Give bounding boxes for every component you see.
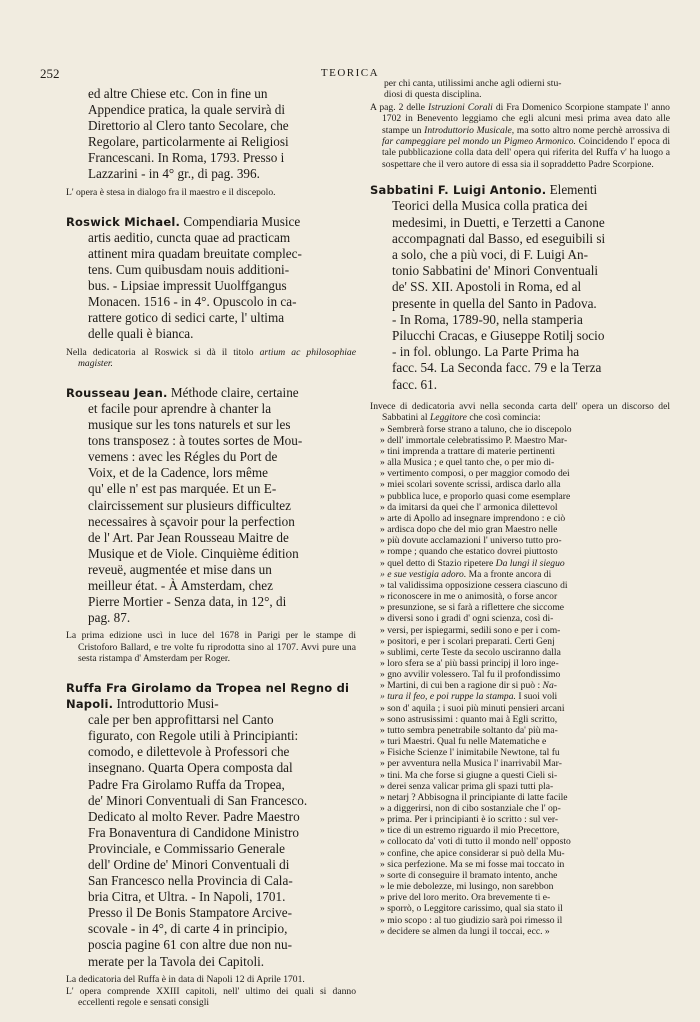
footnote: La prima edizione uscì in luce del 1678 in Parigi per le stampe di Cristoforo Ballard, e tre volte fu riprodotta sino al 1707. Avvi pure una sesta ristampa d' Amsterdam per Roger. [66, 630, 356, 664]
text-line: attinent mira quadam breuitate complec- [88, 245, 302, 261]
quote-text: » quel detto di Stazio ripetere [380, 557, 494, 569]
note-italic: Istruzioni Corali [428, 101, 493, 113]
text-line: tonio Sabbatini de' Minori Conventuali [392, 263, 599, 279]
quote-line: » per avventura nella Musica l' inarrivabil Mar- [380, 758, 562, 770]
text-line: presente in quella del Santo in Padova. [392, 295, 597, 311]
quote-line: » collocato da' voti di tutto il mondo nell' opposto [380, 836, 571, 848]
entry-ruffa-text [66, 680, 356, 970]
text-line: tens. Cum quibusdam nouis additioni- [88, 262, 290, 278]
text-line: Dedicato al molto Rever. Padre Maestro [88, 808, 300, 824]
quote-line: » tini imprenda a trattare di materie pertinenti [380, 446, 556, 458]
text-line: medesimi, in Duetti, e Terzetti a Canone [392, 214, 605, 230]
quote-line: » le mie debolezze, mi lusingo, non sarebbon [380, 881, 554, 893]
quote-line: » riconoscere in me o animosità, o forse ancor [380, 591, 558, 603]
text-line: - in fol. oblungo. La Parte Prima ha [392, 344, 580, 360]
quote-line: » più dovute acclamazioni l' universo tutto pro- [380, 535, 562, 547]
quote-text: » Martini, di cui ben a ragione dir si può : [380, 680, 541, 692]
text-line: accompagnati dal Basso, ed eseguibili si [392, 230, 606, 246]
entry-continuation [66, 86, 356, 198]
quote-line: » derei senza valicar prima gli spazi tutti pla- [380, 780, 554, 792]
footnote [66, 347, 356, 369]
right-column [370, 78, 670, 937]
quote-line: » tal validissima opposizione cessera ciascuno di [380, 579, 568, 591]
quote-line: » arte di Apollo ad insegnare imprendono : e ciò [380, 512, 566, 524]
text-line: insegnano. Quarta Opera composta dal [88, 760, 293, 776]
note-intro [370, 401, 670, 424]
footnote-text: Nella dedicatoria al Roswick si dà il titolo [66, 346, 254, 358]
quote-line: » tice di un estremo riguardo il mio Precettore, [380, 825, 560, 837]
text-line: bria Citra, et Ultra. - In Napoli, 1701. [88, 889, 286, 905]
text-line: diosi di questa disciplina. [384, 89, 482, 101]
text-line: musique sur les tons naturels et sur les [88, 417, 291, 433]
entry-heading: Sabbatini F. Luigi Antonio. [370, 183, 547, 198]
text-line: facc. 61. [392, 376, 438, 392]
quote-line: » tini. Ma che forse si giugne a questi Cieli si- [380, 769, 558, 781]
text-line: claircissement sur plusieurs difficultez [88, 497, 292, 513]
quote-line [370, 691, 670, 702]
quote-text: Ma a fronte ancora di [468, 568, 552, 580]
quote-line: » sublimi, certe Teste da secolo usciranno dalla [380, 646, 561, 658]
quoted-discourse [370, 424, 670, 937]
footnote: La dedicatoria del Ruffa è in data di Napoli 12 di Aprile 1701. [66, 973, 305, 985]
note-italic: Introduttorio Musicale, [424, 124, 515, 136]
quote-line: » Sembrerà forse strano a taluno, che io discepolo [380, 423, 572, 435]
quote-line: » prima. Per i principianti è io scritto : sul ver- [380, 814, 559, 826]
quote-line: » sono astrusissimi : quanto mai à Egli scritto, [380, 713, 558, 725]
quote-line: » turi Maestri. Qual fu nelle Matematiche e [380, 736, 547, 748]
quote-line: » prive del loro merito. Ora brevemente ti e- [380, 892, 551, 904]
quote-line: » sorte di conseguire il bramato intento, anche [380, 869, 558, 881]
text-line: Regolare, particolarmente ai Religiosi [88, 134, 289, 150]
text-line: Fra Bonaventura di Candidone Ministro [88, 824, 299, 840]
text-line: Musique et de Viole. Cinquième édition [88, 545, 299, 561]
quote-line [370, 680, 670, 691]
text-line: Monacen. 1516 - in 4°. Opuscolo in ca- [88, 294, 297, 310]
quote-text: I suoi voli [518, 691, 558, 703]
quote-line: » da imitarsi da quei che l' armonica dilettevol [380, 501, 558, 513]
note-text: ma sotto altro nome perchè arrossiva di [516, 124, 670, 136]
text-line: rattere gotico di sedici carte, l' ultima [88, 310, 285, 326]
text-line: Compendiaria Musice [183, 213, 301, 229]
quote-line: » tutto sembra penetrabile soltanto da' più ma- [380, 724, 558, 736]
quote-italic: » tura il feo, e poi ruppe la stampa. [380, 691, 516, 703]
text-line: Appendice pratica, la quale servirà di [88, 102, 285, 118]
text-line: de' Minori Conventuali di San Francesco. [88, 792, 308, 808]
quote-line: » miei scolari sovente scrissi, ardisca darlo alla [380, 479, 561, 491]
entry-rousseau-text [66, 385, 356, 626]
note-italic: Leggitore [429, 412, 467, 424]
quote-line: » vertimento composi, o per maggior comodo dei [380, 468, 570, 480]
quote-line: » Fisiche Scienze l' inimitabile Newtone, tal fu [380, 747, 560, 759]
entry-sabbatini-text [370, 182, 670, 393]
text-line: necessaires à sçavoir pour la perfection [88, 513, 295, 529]
quote-line: » positori, e per i scolari preparati. Certi Genj [380, 635, 555, 647]
text-line: Francescani. In Roma, 1793. Presso i [88, 150, 285, 166]
text-line: pag. 87. [88, 610, 131, 626]
text-line: delle quali è bianca. [88, 326, 194, 342]
quote-line: » alla Musica ; e quel tanto che, o per mio di- [380, 457, 555, 469]
text-line: reveuë, augmentée et mise dans un [88, 561, 272, 577]
text-line: facc. 54. La Seconda facc. 79 e la Terza [392, 360, 602, 376]
text-line: de' SS. XII. Apostoli in Roma, ed al [392, 279, 582, 295]
quote-line: » decidere se almen da lungi il toccai, ecc. » [380, 925, 550, 937]
quote-italic: Da lungi il sieguo [495, 557, 565, 569]
text-line: vemens : avec les Régles du Port de [88, 449, 278, 465]
entry-rousseau [66, 385, 356, 664]
quote-line [370, 569, 670, 580]
entry-continuation-text [66, 86, 356, 183]
text-line: figurato, con Regole utili à Principianti: [88, 728, 299, 744]
quote-line: » son d' aquila ; i suoi più minuti pensieri arcani [380, 702, 565, 714]
text-line: Direttorio al Clero tanto Secolare, che [88, 118, 289, 134]
text-line: et facile pour aprendre à chanter la [88, 401, 272, 417]
quote-line: » dell' immortale celebratissimo P. Maestro Mar- [380, 434, 568, 446]
text-line: Padre Fra Girolamo Ruffa da Tropea, [88, 776, 285, 792]
text-line: merate per la Tavola dei Capitoli. [88, 953, 265, 969]
text-line: meilleur état. - À Amsterdam, chez [88, 578, 273, 594]
text-line: ed altre Chiese etc. Con in fine un [88, 86, 268, 101]
footnote: L' opera comprende XXIII capitoli, nell' ultimo dei quali si danno eccellenti regole e sensati consigli [66, 985, 356, 1009]
text-line: San Francesco nella Provincia di Cala- [88, 873, 293, 889]
text-line: artis aeditio, cuncta quae ad practicam [88, 229, 291, 245]
text-line: a solo, che a più voci, di F. Luigi An- [392, 247, 588, 263]
text-line: - In Roma, 1789-90, nella stamperia [392, 311, 583, 327]
quote-line: » netarj ? Abbisogna il principiante di latte facile [380, 791, 568, 803]
note-text: Coincidendo l' epoca di tale pubblicazione colla data dell' opera qui riferita del Ruffa v' ha luogo a sospettare che il vero autore di essa sia il sopraddetto Padre Scorpione. [382, 136, 670, 170]
text-line: Méthode claire, certaine [170, 384, 299, 400]
entry-heading: Rousseau Jean. [66, 385, 168, 400]
text-line: Presso il De Bonis Stampatore Arcive- [88, 905, 293, 921]
quote-line: » gno avvilir volessero. Tal fu il profondissimo [380, 669, 561, 681]
text-line: Provinciale, e Commissario Generale [88, 840, 286, 856]
footnote-italic: artium ac philosophiae magister. [78, 346, 356, 369]
text-line: Voix, et de la Cadence, lors même [88, 465, 268, 481]
text-line: de l' Art. Par Jean Rousseau Maitre de [88, 529, 289, 545]
page-number: 252 [40, 66, 60, 81]
quote-line: » diversi sono i gradi d' ogni scienza, così di- [380, 613, 554, 625]
quote-italic: » e sue vestigia adoro. [380, 568, 467, 580]
note-text: A pag. 2 delle [370, 101, 426, 113]
quote-line: » rompe ; quando che estatico dovrei piuttosto [380, 546, 558, 558]
quote-line: » a diggerirsi, non di cibo sostanziale che l' op- [380, 803, 561, 815]
quote-italic: Na- [542, 680, 557, 692]
quote-line: » pubblica luce, e proporlo quasi come esemplare [380, 490, 571, 502]
text-line: qu' elle n' est pas marquée. Et un E- [88, 481, 277, 497]
text-line: dell' Ordine de' Minori Conventuali di [88, 856, 290, 872]
note-text: che così comincia: [469, 412, 541, 424]
text-line: comodo, e dilettevole à Professori che [88, 744, 290, 760]
text-line: tons transposez : à toutes sortes de Mou- [88, 433, 303, 449]
text-line: Lazzarini - in 4° gr., di pag. 396. [88, 166, 260, 182]
text-line: scovale - in 4°, di carte 4 in principio, [88, 921, 288, 937]
note-scorpione [370, 102, 670, 170]
text-line: Teorici della Musica colla pratica dei [392, 198, 588, 214]
quote-line: » loro sfera se a' più bassi principj il loro inge- [380, 657, 559, 669]
entry-roswick [66, 214, 356, 369]
text-line: Pilucchi Cracas, e Giuseppe Rotilj socio [392, 328, 605, 344]
text-line: per chi canta, utilissimi anche agli odierni stu- [384, 78, 562, 89]
text-line: Elementi [549, 182, 598, 198]
note-continuation [370, 78, 670, 101]
note-text: Invece di dedicatoria avvi nella seconda carta dell' opera un discorso del Sabbatini al [370, 400, 670, 424]
quote-line: » versi, per ispiegarmi, sedili sono e per i com- [380, 624, 561, 636]
quote-line: » mio scopo : al tuo giudizio sarà poi rimesso il [380, 914, 563, 926]
quote-line [370, 558, 670, 569]
note-italic: far campeggiare pel mondo un Pigmeo Armonico. [382, 136, 576, 148]
entry-heading: Ruffa Fra Girolamo da Tropea nel Regno di Napoli. [66, 680, 350, 712]
running-title: TEORICA [320, 67, 380, 79]
text-line: bus. - Lipsiae impressit Uuolffgangus [88, 278, 287, 294]
entry-ruffa [66, 680, 356, 1008]
footnote: L' opera è stesa in dialogo fra il maestro e il discepolo. [66, 186, 276, 198]
quote-line: » confine, che apice considerar si può della Mu- [380, 847, 565, 859]
note-text: di Fra Domenico Scorpione stampate l' anno 1702 in Benevento leggiamo che egli alcuni mesi prima avea dato alle stampe un [382, 101, 670, 136]
quote-line: » ardisca dopo che del mio gran Maestro nelle [380, 524, 558, 536]
quote-line: » presunzione, se si farà a riflettere che siccome [380, 602, 565, 614]
text-line: Introduttorio Musi- [116, 696, 219, 712]
text-line: Pierre Mortier - Senza data, in 12°, di [88, 594, 287, 610]
left-column [66, 86, 356, 1022]
entry-heading: Roswick Michael. [66, 214, 181, 229]
text-line: cale per ben approfittarsi nel Canto [88, 712, 274, 728]
quote-line: » sporrò, o Leggitore carissimo, qual sia stato il [380, 903, 563, 915]
quote-line: » sica perfezione. Ma se mi fosse mai toccato in [380, 858, 565, 870]
text-line: poscia pagine 61 con altre due non nu- [88, 937, 292, 953]
entry-roswick-text [66, 214, 356, 343]
